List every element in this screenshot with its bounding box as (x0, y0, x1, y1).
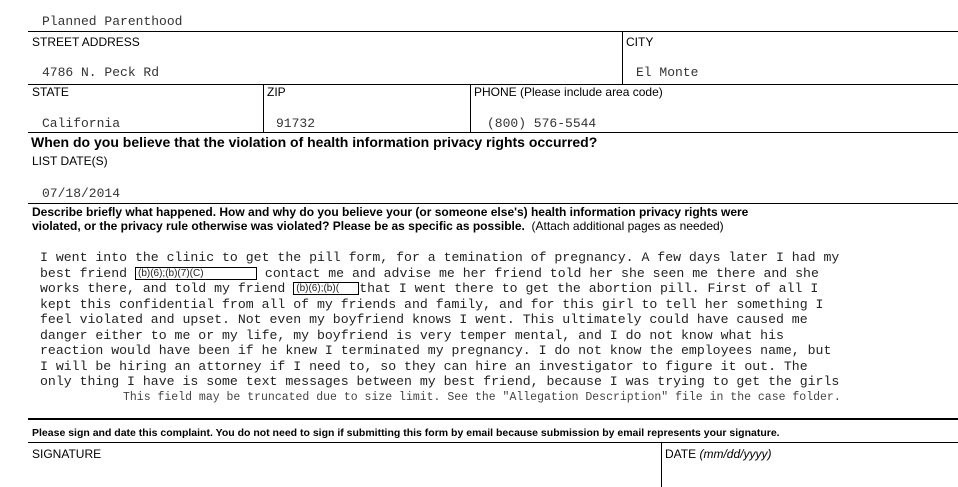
signature-label: SIGNATURE (32, 447, 102, 461)
zip-value[interactable]: 91732 (276, 116, 316, 131)
narrative-line: kept this confidential from all of my friends and family, and for this girl to tell her something I (40, 296, 824, 312)
street-address-label: STREET ADDRESS (32, 35, 140, 49)
redaction-box: (b)(6);(b)( (293, 282, 359, 295)
phone-label: PHONE (Please include area code) (474, 85, 663, 99)
list-dates-label: LIST DATE(S) (32, 154, 108, 168)
list-dates-value[interactable]: 07/18/2014 (42, 186, 121, 201)
divider (28, 31, 958, 32)
narrative-text: contact me and advise me her friend told her she seen me there and she (264, 265, 819, 281)
violation-date-question: When do you believe that the violation of health information privacy rights occurred? (31, 134, 598, 150)
divider (622, 31, 623, 84)
divider (661, 442, 662, 487)
describe-instruction-line2 (32, 219, 724, 233)
date-label-group (665, 447, 771, 461)
city-label: CITY (626, 35, 654, 49)
street-address-value[interactable]: 4786 N. Peck Rd (42, 65, 160, 80)
narrative-line: danger either to me or my life, my boyfriend is very temper mental, and I do not know what his (40, 327, 784, 343)
redaction-box: (b)(6);(b)(7)(C) (135, 267, 257, 280)
organization-name: Planned Parenthood (42, 14, 183, 29)
divider (470, 84, 471, 132)
divider (28, 132, 958, 133)
divider (28, 418, 958, 420)
narrative-text: best friend (40, 265, 128, 281)
date-field[interactable] (665, 462, 945, 484)
sign-instruction: Please sign and date this complaint. You do not need to sign if submitting this form by email because submission by email represents your signature. (32, 427, 780, 439)
divider (28, 442, 958, 443)
state-value[interactable]: California (42, 116, 121, 131)
narrative-line: feel violated and upset. Not even my boyfriend knows I went. This ultimately could have caused me (40, 312, 808, 327)
truncation-note: This field may be truncated due to size limit. See the "Allegation Description" file in the case folder. (123, 391, 841, 404)
state-label: STATE (32, 85, 69, 99)
describe-instruction-note: (Attach additional pages as needed) (531, 219, 724, 233)
narrative-text: works there, and told my friend (40, 281, 286, 296)
date-format: (mm/dd/yyyy) (699, 447, 772, 461)
date-label: DATE (665, 447, 697, 461)
narrative-line (40, 266, 952, 282)
narrative-line (40, 281, 952, 297)
narrative-text: that I went there to get the abortion pill. First of all I (359, 281, 819, 296)
city-value[interactable]: El Monte (636, 65, 699, 80)
divider (28, 203, 958, 204)
describe-instruction-line1: Describe briefly what happened. How and why do you believe your (or someone else's) health information privacy rights were (32, 205, 749, 219)
describe-instruction-bold: violated, or the privacy rule otherwise was violated? Please be as specific as possible. (32, 219, 525, 233)
signature-field[interactable] (32, 462, 652, 484)
narrative-line: I went into the clinic to get the pill form, for a temination of pregnancy. A few days later I had my (40, 250, 840, 265)
narrative-line: only thing I have is some text messages between my best friend, because I was trying to get the girls (40, 374, 840, 389)
phone-value[interactable]: (800) 576-5544 (487, 116, 597, 131)
zip-label: ZIP (267, 85, 286, 99)
narrative-line: I will be hiring an attorney if I need to, so they can hire an investigator to figure it out. The (40, 358, 808, 374)
divider (263, 84, 264, 132)
narrative-line: reaction would have been if he knew I terminated my pregnancy. I do not know the employees name, but (40, 343, 832, 358)
